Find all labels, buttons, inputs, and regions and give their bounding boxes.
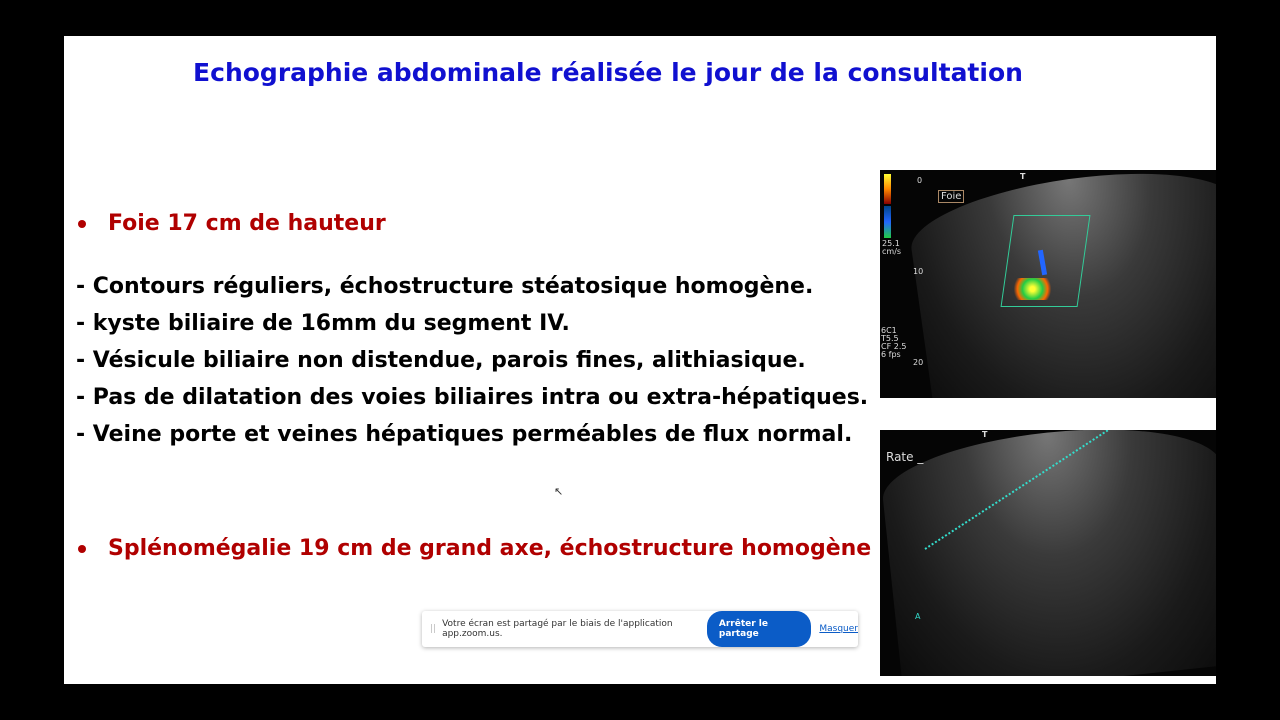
velocity-unit: cm/s: [882, 247, 902, 256]
finding-line: - Pas de dilatation des voies biliaires intra ou extra-hépatiques.: [76, 385, 869, 410]
orientation-marker: T: [1020, 172, 1026, 181]
stop-sharing-button[interactable]: Arrêter le partage: [707, 611, 812, 647]
scan-params: 6C1 T5.5 CF 2.5 6 fps: [881, 326, 907, 359]
bullet-dot-icon: [78, 545, 86, 553]
drag-handle-icon[interactable]: ||: [430, 624, 437, 634]
bullet-text: Foie 17 cm de hauteur: [108, 211, 386, 236]
screen-share-bar: [422, 611, 858, 647]
mouse-cursor-icon: ↖: [554, 485, 564, 498]
bullet-spleen: [78, 536, 871, 561]
hide-link[interactable]: Masquer: [819, 624, 858, 634]
organ-label: Rate _: [886, 450, 924, 464]
slide-title: Echographie abdominale réalisée le jour de la consultation: [193, 58, 1023, 87]
finding-line: - kyste biliaire de 16mm du segment IV.: [76, 311, 570, 336]
orientation-marker: T: [982, 430, 988, 439]
caliper-label: A: [915, 612, 921, 621]
depth-mark: 20: [913, 358, 924, 367]
bullet-text: Splénomégalie 19 cm de grand axe, échostructure homogène: [108, 536, 872, 561]
liver-findings: [76, 268, 868, 453]
velocity-scale: 25.1: [882, 239, 900, 248]
depth-mark: 0: [917, 176, 923, 185]
bullet-liver: [78, 211, 386, 236]
finding-line: - Veine porte et veines hépatiques perméables de flux normal.: [76, 422, 853, 447]
bullet-dot-icon: [78, 220, 86, 228]
finding-line: - Vésicule biliaire non distendue, parois fines, alithiasique.: [76, 348, 806, 373]
finding-line: - Contours réguliers, échostructure stéatosique homogène.: [76, 274, 814, 299]
liver-ultrasound-image: [880, 170, 1216, 398]
depth-mark: 10: [913, 267, 924, 276]
share-message: Votre écran est partagé par le biais de l'application app.zoom.us.: [442, 619, 673, 639]
spleen-ultrasound-image: [880, 430, 1216, 676]
organ-label: Foie: [938, 190, 964, 203]
